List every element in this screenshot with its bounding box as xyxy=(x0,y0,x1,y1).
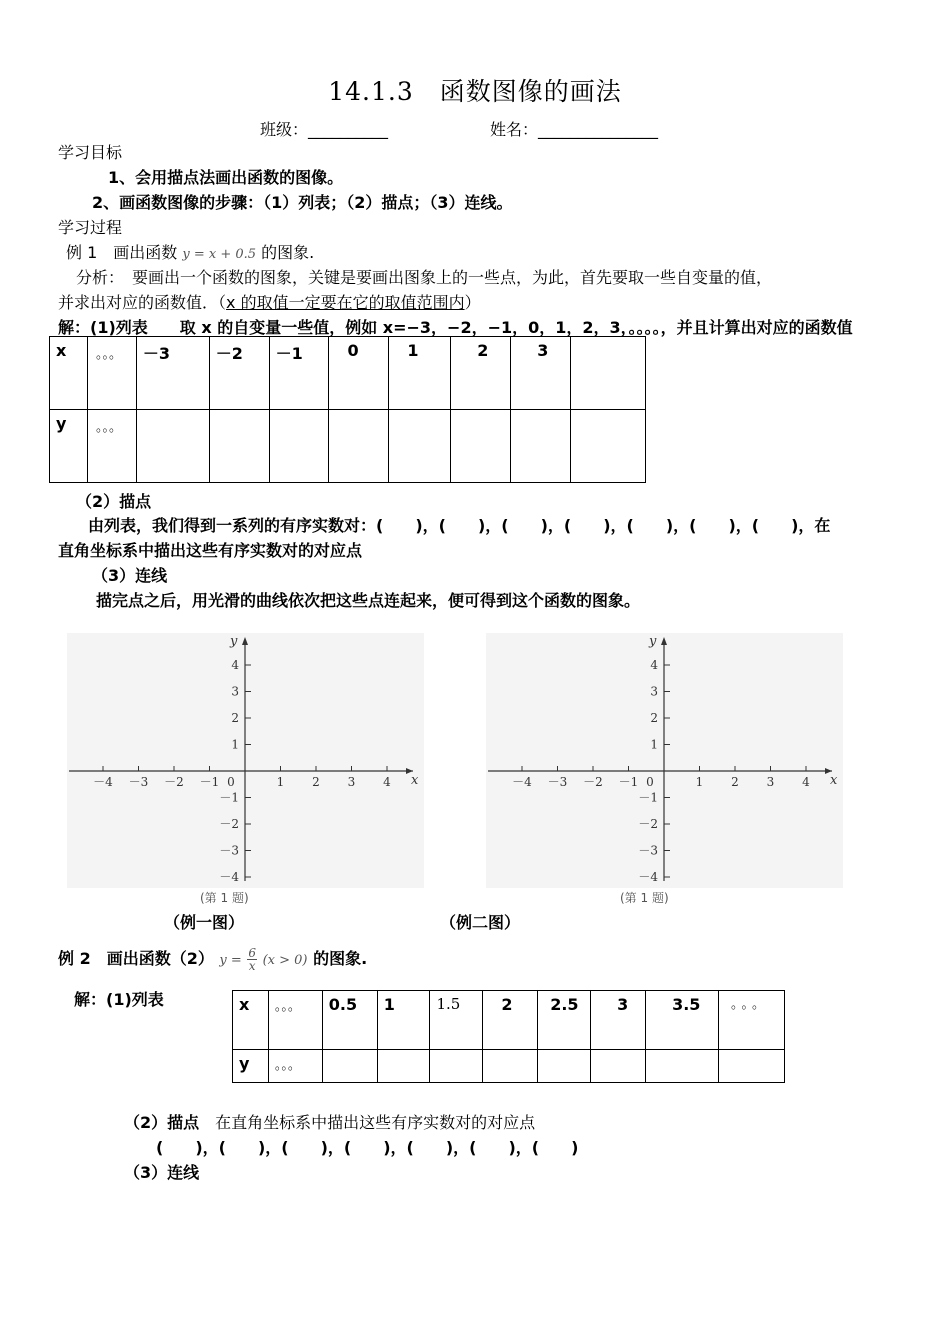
x-tick-label: －3 xyxy=(547,775,568,789)
ex2-y-0: y xyxy=(239,1054,250,1073)
fig1-caption: （例一图） xyxy=(164,913,245,932)
ex2-fraction xyxy=(247,947,257,972)
ex2-num: 6 xyxy=(248,946,257,960)
y-tick-label: 1 xyxy=(650,737,658,752)
x-tick-label: －4 xyxy=(512,775,532,789)
ex2-y-8 xyxy=(646,1050,719,1083)
ex1-y-4 xyxy=(269,410,329,483)
ex2-formula-cond: (x > 0) xyxy=(262,953,308,968)
class-field: 班级：__________ xyxy=(260,120,389,139)
ex1-analysis-underline: x 的取值一定要在它的取值范围内 xyxy=(226,293,465,312)
ex1-x-5: 0 xyxy=(347,341,359,360)
ex1-x-9 xyxy=(571,337,645,345)
y-tick-label: 2 xyxy=(231,711,239,725)
y-tick-label: －3 xyxy=(638,843,658,858)
x-tick-label: 2 xyxy=(312,775,320,789)
ex1-row-x xyxy=(50,337,646,410)
y-tick-label: －4 xyxy=(219,870,239,884)
ex1-label xyxy=(66,240,314,263)
ex2-x-7: 3 xyxy=(617,995,629,1014)
x-tick-label: －1 xyxy=(618,775,639,789)
y-tick-label: 3 xyxy=(231,684,239,699)
ex1-x-1: 。。。 xyxy=(95,347,122,362)
ex1-y-3 xyxy=(209,410,269,483)
y-tick-label: 4 xyxy=(650,658,658,672)
ex1-x-3: －2 xyxy=(215,344,243,363)
y-tick-label: －3 xyxy=(219,843,239,858)
ex2-y-2 xyxy=(322,1050,377,1083)
x-tick-label: 0 xyxy=(227,775,235,789)
ex2-x-3: 1 xyxy=(383,995,395,1014)
ex1-x-8: 3 xyxy=(537,341,549,360)
ex2-x-2: 0.5 xyxy=(328,995,358,1014)
ex1-step3: （3）连线 xyxy=(92,566,168,585)
ex2-row-x xyxy=(233,991,785,1050)
ex2-step2-label: （2）描点 xyxy=(124,1113,200,1132)
ex2-step3: （3）连线 xyxy=(124,1163,200,1182)
x-tick-label: －2 xyxy=(583,775,603,789)
y-tick-label: －2 xyxy=(638,817,658,831)
x-tick-label: 3 xyxy=(766,775,775,789)
ex2-pairs: ( )，( )，( )，( )，( )，( )，( ) xyxy=(156,1138,579,1157)
ex2-y-3 xyxy=(377,1050,430,1083)
ex2-step2 xyxy=(124,1110,535,1133)
ex1-y-8 xyxy=(511,410,571,483)
ex2-y-7 xyxy=(591,1050,646,1083)
ex2-table xyxy=(232,990,785,1083)
x-tick-label: －4 xyxy=(93,775,113,789)
ex1-analysis-line2 xyxy=(58,290,481,313)
ex1-step1: 解：(1)列表 取 x 的自变量一些值，例如 x=−3，−2，−1，0，1，2，3，。。。。，并且计算出对应的函数值 xyxy=(58,318,853,337)
ex2-y-4 xyxy=(430,1050,483,1083)
ex2-y-5 xyxy=(483,1050,538,1083)
fig2-caption: （例二图） xyxy=(440,913,521,932)
ex1-step2-text1: 由列表，我们得到一系列的有序实数对：( )，( )，( )，( )，( )，( )，( )，在 xyxy=(88,516,831,535)
ex1-table xyxy=(49,336,646,483)
ex1-y-6 xyxy=(389,410,451,483)
ex2-formula-lhs: y = xyxy=(219,953,242,968)
ex1-x-2: －3 xyxy=(142,344,171,363)
ex1-analysis-2b: ） xyxy=(464,293,481,312)
ex1-y-2 xyxy=(136,410,209,483)
ex2-x-4: 1.5 xyxy=(436,995,461,1013)
x-axis-name: x xyxy=(411,773,419,788)
ex2-y-6 xyxy=(538,1050,591,1083)
ex2-x-5: 2 xyxy=(501,995,513,1014)
ex2-y-1: 。。。 xyxy=(274,1058,301,1073)
y-tick-label: 3 xyxy=(650,684,658,699)
ex1-y-1: 。。。 xyxy=(95,420,122,435)
ex2-x-9: 。。。 xyxy=(731,997,770,1012)
x-tick-label: 4 xyxy=(383,775,391,789)
ex2-x-6: 2.5 xyxy=(550,995,579,1014)
x-tick-label: 2 xyxy=(731,775,739,789)
ex2-step2-text: 在直角坐标系中描出这些有序实数对的对应点 xyxy=(215,1113,536,1132)
ex2-den: x xyxy=(248,959,256,973)
y-tick-label: 1 xyxy=(231,737,239,752)
ex2-x-0: x xyxy=(239,995,250,1014)
ex1-row-y xyxy=(50,410,646,483)
goal-item-1: 1、会用描点法画出函数的图像。 xyxy=(108,168,344,187)
ex2-label-pre: 例 2 画出函数（2） xyxy=(58,949,214,968)
process-heading: 学习过程 xyxy=(58,218,123,237)
x-tick-label: －3 xyxy=(128,775,149,789)
y-tick-label: －1 xyxy=(219,790,239,805)
ex2-step1: 解：(1)列表 xyxy=(74,990,164,1009)
ex2-x-1: 。。。 xyxy=(274,999,301,1014)
page-title: 14.1.3 函数图像的画法 xyxy=(328,77,622,106)
ex2-x-8: 3.5 xyxy=(672,995,701,1014)
x-tick-label: 0 xyxy=(646,775,654,789)
ex2-label-post: 的图象. xyxy=(313,949,368,968)
ex1-formula: y = x + 0.5 xyxy=(182,247,257,262)
x-tick-label: 1 xyxy=(695,775,704,789)
x-tick-label: －1 xyxy=(199,775,220,789)
coordinate-plane-1 xyxy=(67,633,424,888)
x-tick-label: －2 xyxy=(164,775,184,789)
ex1-x-7: 2 xyxy=(477,341,489,360)
coordinate-plane-2 xyxy=(486,633,843,888)
ex1-step2: （2）描点 xyxy=(76,492,152,511)
goals-heading: 学习目标 xyxy=(58,143,123,162)
ex1-analysis-line1: 分析： 要画出一个函数的图象，关键是要画出图象上的一些点，为此，首先要取一些自变量的值， xyxy=(76,268,773,287)
goal-item-2: 2、画函数图像的步骤：（1）列表；（2）描点；（3）连线。 xyxy=(92,193,513,212)
x-tick-label: 3 xyxy=(347,775,356,789)
y-axis-name: y xyxy=(649,634,657,649)
ex1-y-5 xyxy=(329,410,389,483)
ex2-y-9 xyxy=(719,1050,785,1083)
ex1-x-6: 1 xyxy=(407,341,419,360)
y-tick-label: 4 xyxy=(231,658,239,672)
fig1-number-caption: (第 1 题) xyxy=(200,891,249,905)
y-tick-label: －4 xyxy=(638,870,658,884)
ex2-row-y xyxy=(233,1050,785,1083)
ex1-label-pre: 例 1 画出函数 xyxy=(66,243,178,262)
ex1-label-post: 的图象. xyxy=(261,243,315,262)
ex1-step3-text: 描完点之后，用光滑的曲线依次把这些点连起来，便可得到这个函数的图象。 xyxy=(96,591,641,610)
ex1-y-7 xyxy=(451,410,511,483)
ex1-step2-text2: 直角坐标系中描出这些有序实数对的对应点 xyxy=(58,541,363,560)
ex1-analysis-2a: 并求出对应的函数值．（ xyxy=(58,293,227,312)
y-tick-label: －2 xyxy=(219,817,239,831)
x-tick-label: 1 xyxy=(276,775,285,789)
y-tick-label: 2 xyxy=(650,711,658,725)
name-field: 姓名：_______________ xyxy=(490,120,659,139)
y-tick-label: －1 xyxy=(638,790,658,805)
ex1-x-0: x xyxy=(56,341,67,360)
ex2-label xyxy=(58,946,367,972)
ex1-y-0: y xyxy=(56,414,67,433)
ex1-y-9 xyxy=(571,410,646,483)
y-axis-name: y xyxy=(230,634,238,649)
x-tick-label: 4 xyxy=(802,775,810,789)
ex1-x-4: －1 xyxy=(275,344,303,363)
x-axis-name: x xyxy=(830,773,838,788)
fig2-number-caption: (第 1 题) xyxy=(620,891,669,905)
